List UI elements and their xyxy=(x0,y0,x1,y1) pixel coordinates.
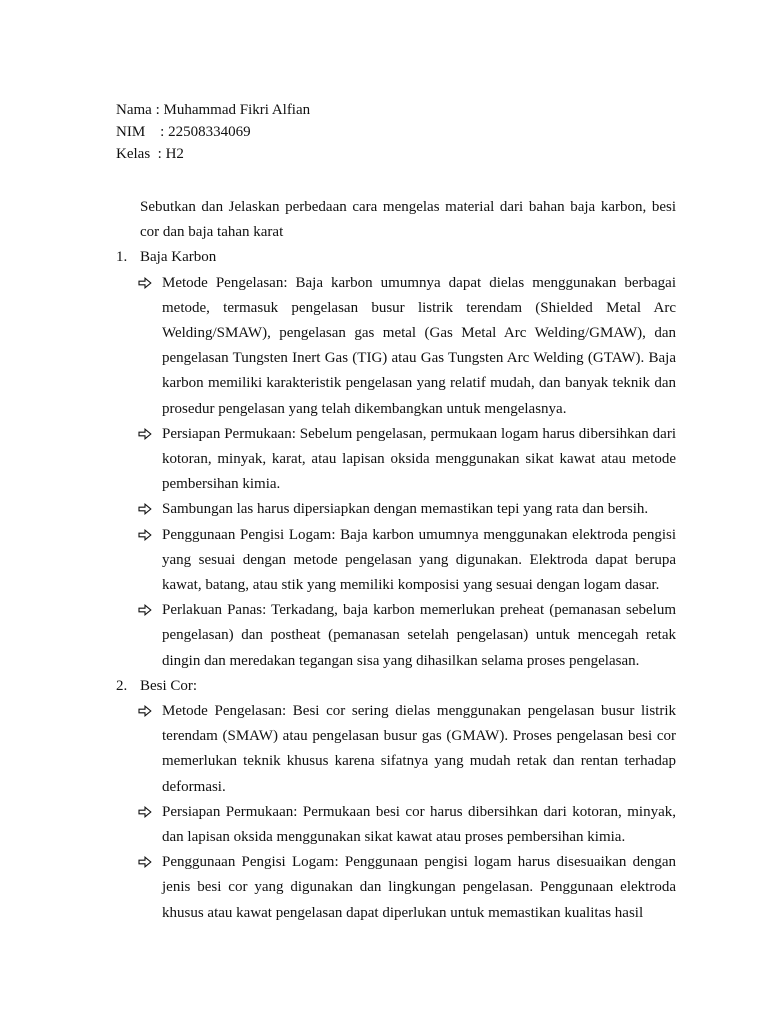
question-text: Sebutkan dan Jelaskan perbedaan cara mengelas material dari bahan baja karbon, besi cor dan baja tahan karat xyxy=(140,199,676,241)
list-item xyxy=(138,800,676,850)
section-number: 1. xyxy=(116,249,128,266)
name-row xyxy=(116,99,310,121)
section-title: Besi Cor: xyxy=(140,677,198,694)
student-info xyxy=(116,99,310,165)
arrow-right-outline-icon xyxy=(138,598,162,674)
list-item xyxy=(138,422,676,498)
list-item-text: Penggunaan Pengisi Logam: Baja karbon umumnya menggunakan elektroda pengisi yang sesuai dengan metode pengelasan yang digunakan. Elektroda dapat berupa kawat, batang, atau stik yang memiliki komposisi yang sesuai dengan logam dasar. xyxy=(162,526,676,594)
name-value: Muhammad Fikri Alfian xyxy=(163,102,311,118)
nim-row xyxy=(116,121,310,143)
list-item xyxy=(138,523,676,599)
class-label: Kelas : xyxy=(116,146,166,162)
section-besi-cor xyxy=(116,674,676,926)
list-item xyxy=(138,497,676,522)
nim-value: 22508334069 xyxy=(168,124,251,140)
list-item xyxy=(138,850,676,926)
list-item xyxy=(138,598,676,674)
arrow-right-outline-icon xyxy=(138,497,162,522)
name-label: Nama : xyxy=(116,102,164,118)
arrow-right-outline-icon xyxy=(138,523,162,599)
arrow-right-outline-icon xyxy=(138,800,162,850)
section-heading xyxy=(116,674,676,699)
list-item-text: Penggunaan Pengisi Logam: Penggunaan pengisi logam harus disesuaikan dengan jenis besi cor yang digunakan dan lingkungan pengelasan. Penggunaan elektroda khusus atau kawat pengelasan dapat diperlukan untuk memastikan kualitas hasil xyxy=(162,854,676,921)
list-item-text: Persiapan Permukaan: Sebelum pengelasan, permukaan logam harus dibersihkan dari kotoran, minyak, karat, atau lapisan oksida menggunakan sikat kawat atau metode pembersihan kimia. xyxy=(162,425,676,493)
section-number: 2. xyxy=(116,677,128,694)
list-item-text: Sambungan las harus dipersiapkan dengan memastikan tepi yang rata dan bersih. xyxy=(162,501,649,518)
arrow-right-outline-icon xyxy=(138,422,162,498)
list-item xyxy=(138,699,676,800)
class-row xyxy=(116,143,310,165)
list-item-text: Metode Pengelasan: Baja karbon umumnya dapat dielas menggunakan berbagai metode, termasuk pengelasan busur listrik terendam (Shielded Metal Arc Welding/SMAW), pengelasan gas metal (Gas Metal Arc Welding/GMAW), dan pengelasan Tungsten Inert Gas (TIG) atau Gas Tungsten Arc Welding (GTAW). Baja karbon memiliki karakteristik pengelasan yang relatif mudah, dan banyak teknik dan prosedur pengelasan yang telah dikembangkan untuk mengelasnya. xyxy=(162,274,676,417)
arrow-right-outline-icon xyxy=(138,699,162,800)
list-item xyxy=(138,271,676,422)
nim-label: NIM : xyxy=(116,124,169,140)
document-body xyxy=(116,180,676,926)
class-value: H2 xyxy=(165,146,184,162)
list-item-text: Metode Pengelasan: Besi cor sering dielas menggunakan pengelasan busur listrik terendam (SMAW) atau pengelasan busur gas (GMAW). Proses pengelasan besi cor memerlukan teknik khusus karena sifatnya yang mudah retak dan rentan terhadap deformasi. xyxy=(162,703,676,795)
list-item-text: Persiapan Permukaan: Permukaan besi cor harus dibersihkan dari kotoran, minyak, dan lapisan oksida menggunakan sikat kawat atau proses pembersihan kimia. xyxy=(162,803,676,846)
arrow-right-outline-icon xyxy=(138,850,162,926)
section-heading xyxy=(116,245,676,270)
section-title: Baja Karbon xyxy=(140,249,217,266)
list-item-text: Perlakuan Panas: Terkadang, baja karbon memerlukan preheat (pemanasan sebelum pengelasan) dan postheat (pemanasan setelah pengelasan) untuk mencegah retak dingin dan meredakan tegangan sisa yang dihasilkan selama proses pengelasan. xyxy=(162,602,676,669)
section-baja-karbon xyxy=(116,245,676,673)
arrow-right-outline-icon xyxy=(138,271,162,422)
